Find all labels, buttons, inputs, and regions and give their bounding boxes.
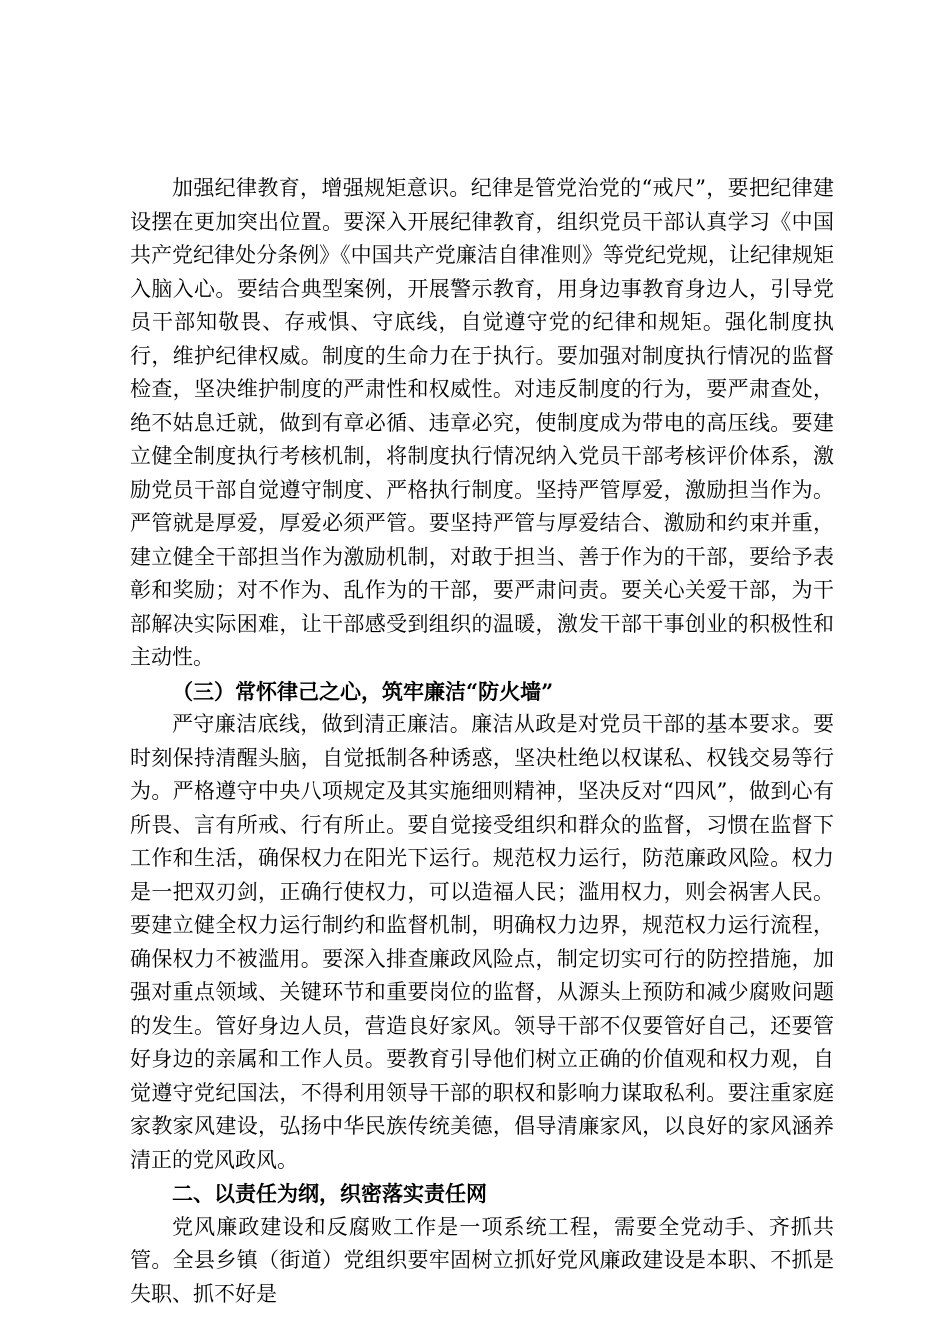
paragraph-discipline-education: 加强纪律教育，增强规矩意识。纪律是管党治党的“戒尺”，要把纪律建设摆在更加突出位置。要深入开展纪律教育，组织党员干部认真学习《中国共产党纪律处分条例》《中国共产党廉洁自律准则》等党纪党规，让纪律规矩入脑入心。要结合典型案例，开展警示教育，用身边事教育身边人，引导党员干部知敬畏、存戒惧、守底线，自觉遵守党的纪律和规矩。强化制度执行，维护纪律权威。制度的生命力在于执行。要加强对制度执行情况的监督检查，坚决维护制度的严肃性和权威性。对违反制度的行为，要严肃查处，绝不姑息迁就，做到有章必循、违章必究，使制度成为带电的高压线。要建立健全制度执行考核机制，将制度执行情况纳入党员干部考核评价体系，激励党员干部自觉遵守制度、严格执行制度。坚持严管厚爱，激励担当作为。严管就是厚爱，厚爱必须严管。要坚持严管与厚爱结合、激励和约束并重，建立健全干部担当作为激励机制，对敢于担当、善于作为的干部，要给予表彰和奖励；对不作为、乱作为的干部，要严肃问责。要关心关爱干部，为干部解决实际困难，让干部感受到组织的温暖，激发干部干事创业的积极性和主动性。 [130,176,834,669]
paragraph-responsibility: 党风廉政建设和反腐败工作是一项系统工程，需要全党动手、齐抓共管。全县乡镇（街道）党组织要牢固树立抓好党风廉政建设是本职、不抓是失职、抓不好是 [130,1214,834,1306]
document-page [130,172,834,1311]
heading-section-three: （三）常怀律己之心，筑牢廉洁“防火墙” [172,678,554,704]
heading-section-two: 二、以责任为纲，织密落实责任网 [172,1181,487,1206]
paragraph-integrity-bottom-line: 严守廉洁底线，做到清正廉洁。廉洁从政是对党员干部的基本要求。要时刻保持清醒头脑，自觉抵制各种诱惑，坚决杜绝以权谋私、权钱交易等行为。严格遵守中央八项规定及其实施细则精神，坚决反对“四风”，做到心有所畏、言有所戒、行有所止。要自觉接受组织和群众的监督，习惯在监督下工作和生活，确保权力在阳光下运行。规范权力运行，防范廉政风险。权力是一把双刃剑，正确行使权力，可以造福人民；滥用权力，则会祸害人民。要建立健全权力运行制约和监督机制，明确权力边界，规范权力运行流程，确保权力不被滥用。要深入排查廉政风险点，制定切实可行的防控措施，加强对重点领域、关键环节和重要岗位的监督，从源头上预防和减少腐败问题的发生。管好身边人员，营造良好家风。领导干部不仅要管好自己，还要管好身边的亲属和工作人员。要教育引导他们树立正确的价值观和权力观，自觉遵守党纪国法，不得利用领导干部的职权和影响力谋取私利。要注重家庭家教家风建设，弘扬中华民族传统美德，倡导清廉家风，以良好的家风涵养清正的党风政风。 [130,712,834,1172]
